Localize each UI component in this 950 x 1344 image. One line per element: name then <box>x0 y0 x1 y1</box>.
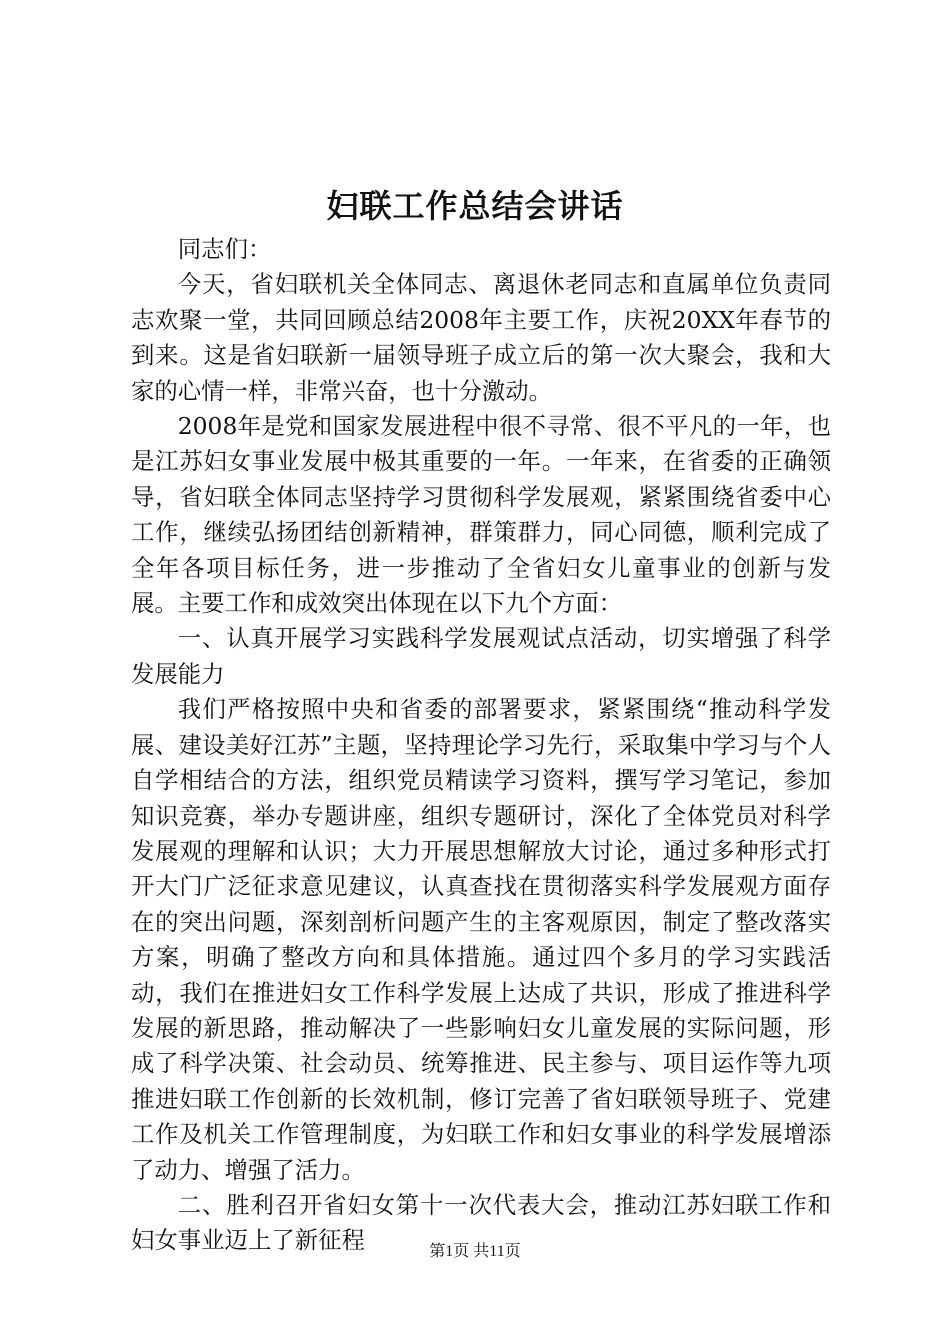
salutation: 同志们： <box>177 235 272 263</box>
document-body <box>131 232 831 1259</box>
paragraph-section-1: 我们严格按照中央和省委的部署要求，紧紧围绕“推动科学发展、建设美好江苏”主题，坚持理论学习先行，采取集中学习与个人自学相结合的方法，组织党员精读学习资料，撰写学习笔记，参加知识竞赛，举办专题讲座，组织专题研讨，深化了全体党员对科学发展观的理解和认识；大力开展思想解放大讨论，通过多种形式打开大门广泛征求意见建议，认真查找在贯彻落实科学发展观方面存在的突出问题，深刻剖析问题产生的主客观原因，制定了整改落实方案，明确了整改方向和具体措施。通过四个多月的学习实践活动，我们在推进妇女工作科学发展上达成了共识，形成了推进科学发展的新思路，推动解决了一些影响妇女儿童发展的实际问题，形成了科学决策、社会动员、统筹推进、民主参与、项目运作等九项推进妇联工作创新的长效机制，修订完善了省妇联领导班子、党建工作及机关工作管理制度，为妇联工作和妇女事业的科学发展增添了动力、增强了活力。 <box>131 695 831 1184</box>
section-heading-2: 二、胜利召开省妇女第十一次代表大会，推动江苏妇联工作和妇女事业迈上了新征程 <box>131 1190 831 1255</box>
page-indicator: 第1页 共11页 <box>429 1243 521 1260</box>
paragraph-overview: 2008年是党和国家发展进程中很不寻常、很不平凡的一年，也是江苏妇女事业发展中极其重要的一年。一年来，在省委的正确领导，省妇联全体同志坚持学习贯彻科学发展观，紧紧围绕省委中心工作，继续弘扬团结创新精神，群策群力，同心同德，顺利完成了全年各项目标任务，进一步推动了全省妇女儿童事业的创新与发展。主要工作和成效突出体现在以下九个方面： <box>131 412 831 618</box>
paragraph-opening: 今天，省妇联机关全体同志、离退休老同志和直属单位负责同志欢聚一堂，共同回顾总结2008年主要工作，庆祝20XX年春节的到来。这是省妇联新一届领导班子成立后的第一次大聚会，我和大家的心情一样，非常兴奋，也十分激动。 <box>131 270 831 405</box>
section-heading-1: 一、认真开展学习实践科学发展观试点活动，切实增强了科学发展能力 <box>131 624 831 688</box>
document-title: 妇联工作总结会讲话 <box>326 187 624 225</box>
